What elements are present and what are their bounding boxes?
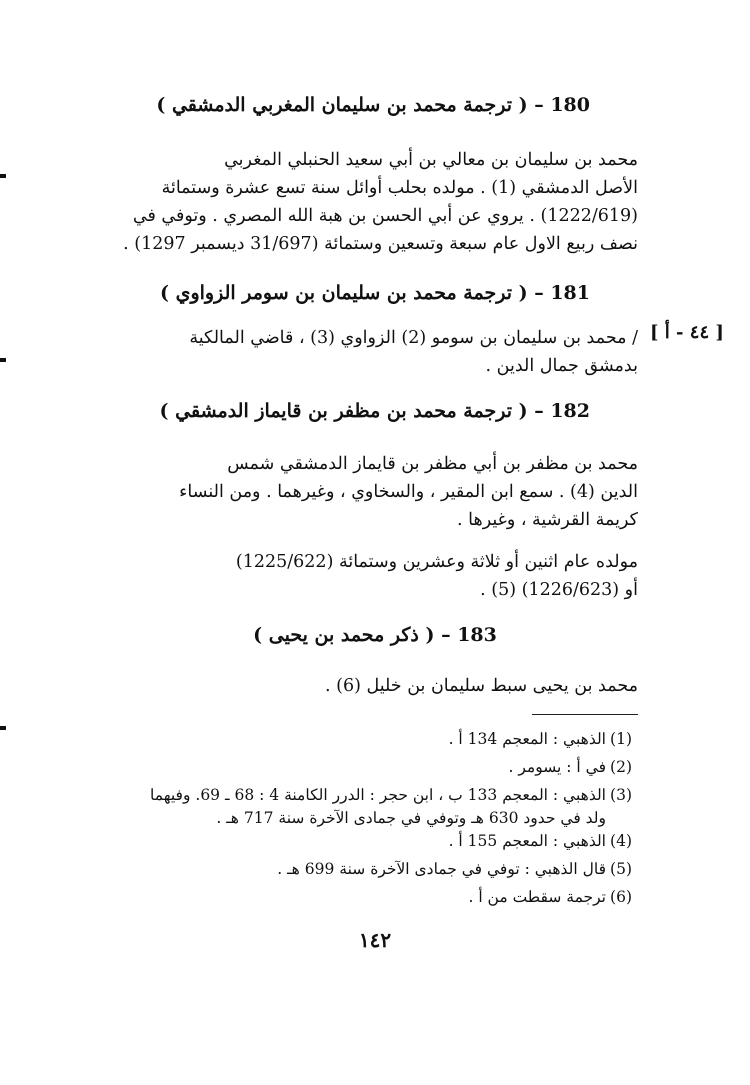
footnote-5 [102, 858, 632, 881]
entry-182-heading: 182 – ( ترجمة محمد بن مظفر بن قايماز الدمشقي ) [159, 400, 590, 422]
text-line: كريمة القرشية ، وغيرها . [457, 510, 638, 530]
text-line: محمد بن مظفر بن أبي مظفر بن قايماز الدمشقي شمس [227, 454, 638, 474]
text-line: محمد بن سليمان بن معالي بن أبي سعيد الحنبلي المغربي [224, 150, 638, 170]
footnote-number: (4) [610, 832, 632, 850]
scan-mark [0, 358, 6, 362]
entry-183-text [100, 672, 638, 700]
text-line: / محمد بن سليمان بن سومو (2) الزواوي (3) ، قاضي المالكية [189, 328, 638, 348]
footnote-text: الذهبي : المعجم 155 أ . [448, 832, 606, 850]
page-number: ١٤٢ [358, 928, 392, 952]
entry-180-heading: 180 – ( ترجمة محمد بن سليمان المغربي الدمشقي ) [156, 94, 590, 116]
footnote-number: (2) [610, 758, 632, 776]
footnote-number: (3) [610, 786, 632, 804]
footnote-text: قال الذهبي : توفي في جمادى الآخرة سنة 699 هـ . [277, 860, 606, 878]
text-line: نصف ربيع الاول عام سبعة وتسعين وستمائة (31/697 ديسمبر 1297) . [123, 234, 638, 254]
footnote-text: في أ : يسومر . [508, 758, 606, 776]
entry-181-heading: 181 – ( ترجمة محمد بن سليمان بن سومر الزواوي ) [159, 282, 590, 304]
footnote-text: الذهبي : المعجم 133 ب ، ابن حجر : الدرر الكامنة 4 : 68 ـ 69. وفيهما [150, 786, 606, 804]
text-line: الأصل الدمشقي (1) . مولده بحلب أوائل سنة تسع عشرة وستمائة [161, 178, 638, 198]
footnote-1 [102, 728, 632, 751]
footnote-2 [102, 756, 632, 779]
footnote-text: ترجمة سقطت من أ . [468, 888, 606, 906]
text-line: بدمشق جمال الدين . [485, 356, 638, 376]
folio-margin-note: [ ٤٤ - أ ] [650, 322, 724, 343]
text-line: مولده عام اثنين أو ثلاثة وعشرين وستمائة (1225/622) [235, 552, 638, 572]
scan-mark [0, 726, 6, 730]
entry-180-text [100, 146, 638, 258]
text-line: محمد بن يحيى سبط سليمان بن خليل (6) . [325, 676, 638, 696]
text-line: الدين (4) . سمع ابن المقير ، والسخاوي ، وغيرهما . ومن النساء [179, 482, 638, 502]
entry-182-text-2 [100, 548, 638, 604]
footnote-number: (5) [610, 860, 632, 878]
entry-183-heading: 183 – ( ذكر محمد بن يحيى ) [253, 624, 497, 646]
footnote-4 [102, 830, 632, 853]
footnote-6 [102, 886, 632, 909]
footnote-text: الذهبي : المعجم 134 أ . [448, 730, 606, 748]
entry-182-text [100, 450, 638, 534]
footnote-text-cont: ولد في حدود 630 هـ وتوفي في جمادى الآخرة سنة 717 هـ . [216, 809, 606, 827]
scan-mark [0, 174, 6, 178]
footnote-number: (1) [610, 730, 632, 748]
text-line: أو (1226/623) (5) . [480, 580, 638, 600]
footnote-number: (6) [610, 888, 632, 906]
footnote-divider [532, 714, 638, 715]
entry-181-text [100, 324, 638, 380]
footnote-3 [92, 784, 632, 830]
text-line: (1222/619) . يروي عن أبي الحسن بن هبة الله المصري . وتوفي في [132, 206, 638, 226]
